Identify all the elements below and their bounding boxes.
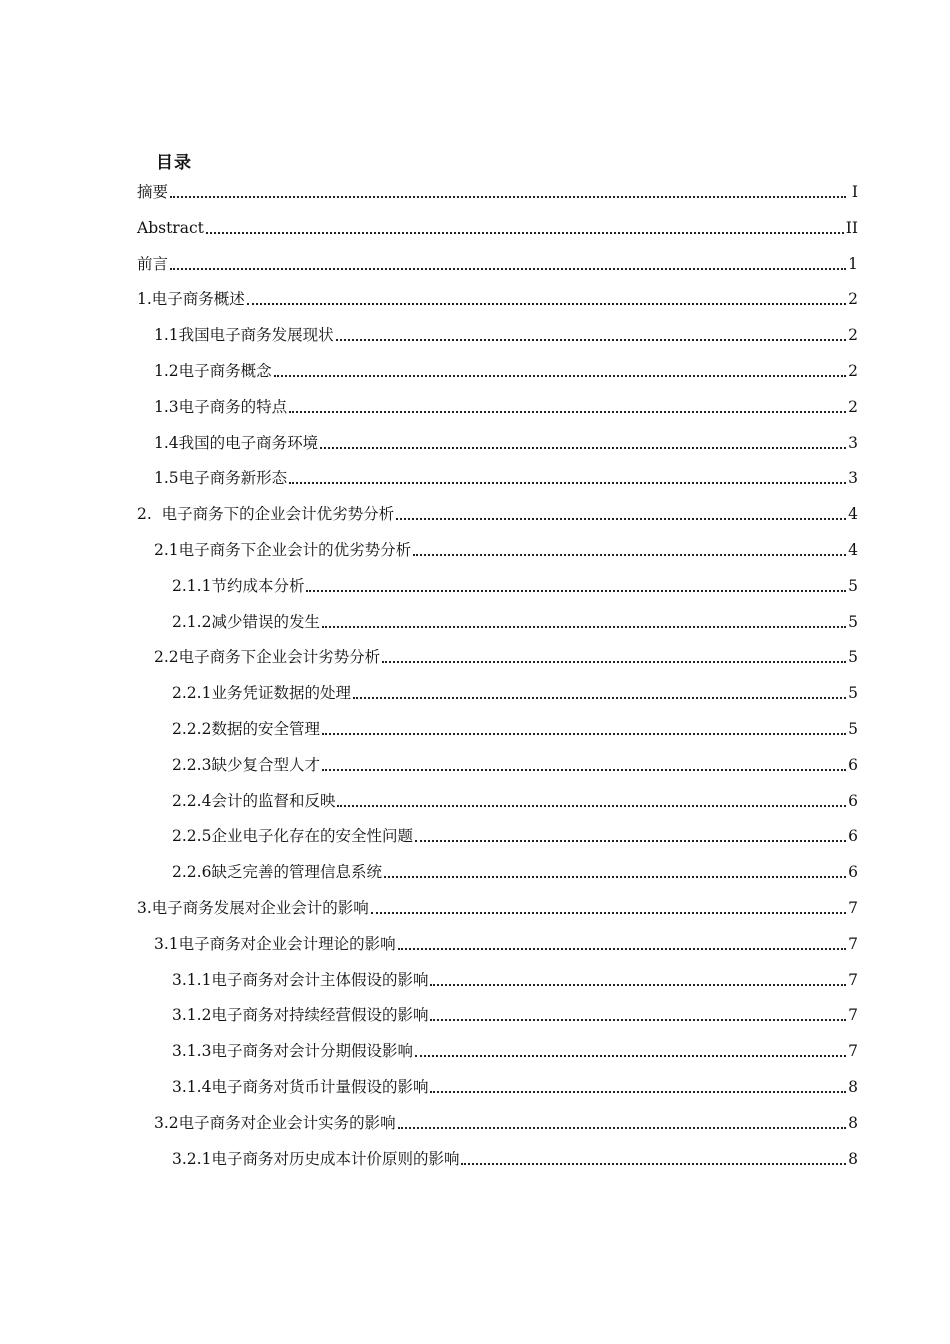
toc-entry[interactable] <box>172 596 858 632</box>
toc-dot-leader <box>289 397 846 417</box>
toc-entry-label: 1.2电子商务概念 <box>154 362 272 380</box>
toc-entry-label: 1.5电子商务新形态 <box>154 469 288 488</box>
toc-entry-label: 摘要 <box>137 183 169 201</box>
toc-dot-leader <box>274 361 846 381</box>
toc-entry-label: 3.1.3电子商务对会计分期假设影响 <box>172 1042 413 1061</box>
toc-entry-label: 2.1.2减少错误的发生 <box>172 612 320 631</box>
toc-entry[interactable] <box>137 166 858 202</box>
toc-dot-leader <box>322 719 846 739</box>
toc-entry-page-number: 3 <box>848 469 858 488</box>
toc-dot-leader <box>170 254 846 274</box>
toc-dot-leader <box>413 540 846 560</box>
toc-entry-label: 1.4我国的电子商务环境 <box>154 433 319 452</box>
toc-entry-label: 3.电子商务发展对企业会计的影响 <box>137 899 369 917</box>
toc-dot-leader <box>398 934 846 954</box>
toc-entry-page-number: 8 <box>848 1149 858 1168</box>
toc-entry-page-number: I <box>851 183 858 201</box>
toc-entry-page-number: 3 <box>848 433 858 452</box>
toc-entry-label: 3.2电子商务对企业会计实务的影响 <box>154 1113 396 1132</box>
toc-entry-page-number: 8 <box>848 1113 858 1132</box>
toc-entry[interactable] <box>154 631 858 667</box>
toc-entry[interactable] <box>154 381 858 417</box>
toc-entry-page-number: 6 <box>848 755 858 774</box>
toc-dot-leader <box>322 612 846 632</box>
toc-dot-leader <box>320 433 846 453</box>
toc-entry-page-number: 8 <box>848 1078 858 1096</box>
toc-dot-leader <box>415 826 846 846</box>
toc-entry-label: 2.2电子商务下企业会计劣势分析 <box>154 648 381 667</box>
toc-dot-leader <box>382 647 846 667</box>
toc-entry-page-number: 2 <box>848 362 858 380</box>
toc-dot-leader <box>322 755 846 775</box>
toc-dot-leader <box>337 791 846 811</box>
toc-entry-page-number: 5 <box>848 576 858 595</box>
toc-entry[interactable] <box>137 238 858 274</box>
toc-entry[interactable] <box>154 345 858 381</box>
toc-dot-leader <box>461 1149 846 1169</box>
toc-dot-leader <box>430 970 846 990</box>
toc-entry[interactable] <box>172 703 858 739</box>
toc-dot-leader <box>170 182 846 202</box>
toc-entry[interactable] <box>172 667 858 703</box>
toc-entry-page-number: II <box>845 218 858 237</box>
toc-entry[interactable] <box>172 846 858 882</box>
toc-entry-page-number: 5 <box>848 684 858 703</box>
toc-dot-leader <box>371 898 846 918</box>
toc-entry[interactable] <box>154 452 858 488</box>
toc-entry-page-number: 2 <box>848 326 858 345</box>
toc-entry[interactable] <box>154 918 858 954</box>
toc-entry-page-number: 7 <box>848 970 858 989</box>
toc-entry-label: 2.2.3缺少复合型人才 <box>172 755 320 774</box>
toc-entry-label: 3.1.1电子商务对会计主体假设的影响 <box>172 970 429 989</box>
toc-entry-label: 3.1.2电子商务对持续经营假设的影响 <box>172 1006 429 1025</box>
toc-dot-leader <box>398 1113 846 1133</box>
toc-entry-page-number: 4 <box>848 541 858 559</box>
toc-entry[interactable] <box>137 202 858 238</box>
toc-dot-leader <box>415 1041 846 1061</box>
toc-entry-page-number: 5 <box>848 648 858 667</box>
toc-entry-page-number: 1 <box>848 254 858 273</box>
toc-entry[interactable] <box>154 309 858 345</box>
toc-entry[interactable] <box>137 488 858 524</box>
toc-entry[interactable] <box>172 1061 858 1097</box>
toc-entry[interactable] <box>172 775 858 811</box>
toc-entry[interactable] <box>172 739 858 775</box>
toc-dot-leader <box>206 218 844 238</box>
toc-entry-page-number: 4 <box>848 505 858 524</box>
toc-entry-page-number: 2 <box>848 397 858 416</box>
toc-entry-label: 2.2.6缺乏完善的管理信息系统 <box>172 863 382 882</box>
toc-entry-page-number: 2 <box>848 290 858 309</box>
toc-entry-label: 2.2.2数据的安全管理 <box>172 720 320 738</box>
toc-entry-label: 2.2.4会计的监督和反映 <box>172 791 336 810</box>
toc-dot-leader <box>306 576 846 596</box>
toc-entry[interactable] <box>137 273 858 309</box>
toc-entry-page-number: 5 <box>848 612 858 631</box>
toc-dot-leader <box>430 1005 846 1025</box>
toc-entry-page-number: 7 <box>848 934 858 953</box>
toc-entry[interactable] <box>172 560 858 596</box>
toc-entry-page-number: 7 <box>848 1042 858 1061</box>
toc-entry-label: 3.1电子商务对企业会计理论的影响 <box>154 934 396 953</box>
toc-entry-label: 1.电子商务概述 <box>137 290 245 309</box>
toc-entry[interactable] <box>154 1097 858 1133</box>
toc-entry-page-number: 5 <box>848 720 858 738</box>
toc-entry[interactable] <box>172 810 858 846</box>
toc-entry[interactable] <box>154 417 858 453</box>
toc-entry-label: Abstract <box>137 218 204 237</box>
toc-entry-page-number: 7 <box>848 899 858 917</box>
toc-entry-page-number: 6 <box>848 863 858 882</box>
toc-entry[interactable] <box>172 1133 858 1169</box>
toc-entry-label: 2.1电子商务下企业会计的优劣势分析 <box>154 541 412 559</box>
toc-dot-leader <box>430 1077 846 1097</box>
toc-entry-page-number: 6 <box>848 827 858 846</box>
toc-entry-label: 2.2.1业务凭证数据的处理 <box>172 684 351 703</box>
toc-entry-label: 前言 <box>137 254 169 273</box>
toc-entry-label: 1.3电子商务的特点 <box>154 397 288 416</box>
toc-title: 目录 <box>156 153 192 173</box>
toc-entry-label: 2. 电子商务下的企业会计优劣势分析 <box>137 505 395 524</box>
toc-dot-leader <box>353 683 846 703</box>
toc-entry-label: 3.2.1电子商务对历史成本计价原则的影响 <box>172 1149 460 1168</box>
toc-entry-label: 3.1.4电子商务对货币计量假设的影响 <box>172 1078 429 1096</box>
toc-dot-leader <box>247 289 846 309</box>
toc-dot-leader <box>396 504 846 524</box>
toc-entry[interactable] <box>172 1025 858 1061</box>
toc-entry[interactable] <box>172 954 858 990</box>
toc-entry[interactable] <box>172 989 858 1025</box>
toc-dot-leader <box>336 325 846 345</box>
toc-entry-label: 1.1我国电子商务发展现状 <box>154 326 334 345</box>
toc-entry-page-number: 7 <box>848 1006 858 1025</box>
toc-entry[interactable] <box>137 882 858 918</box>
toc-entry-page-number: 6 <box>848 791 858 810</box>
toc-dot-leader <box>289 468 846 488</box>
toc-entry-label: 2.1.1节约成本分析 <box>172 576 305 595</box>
toc-entry[interactable] <box>154 524 858 560</box>
toc-entry-label: 2.2.5企业电子化存在的安全性问题 <box>172 827 413 846</box>
toc-dot-leader <box>384 862 846 882</box>
